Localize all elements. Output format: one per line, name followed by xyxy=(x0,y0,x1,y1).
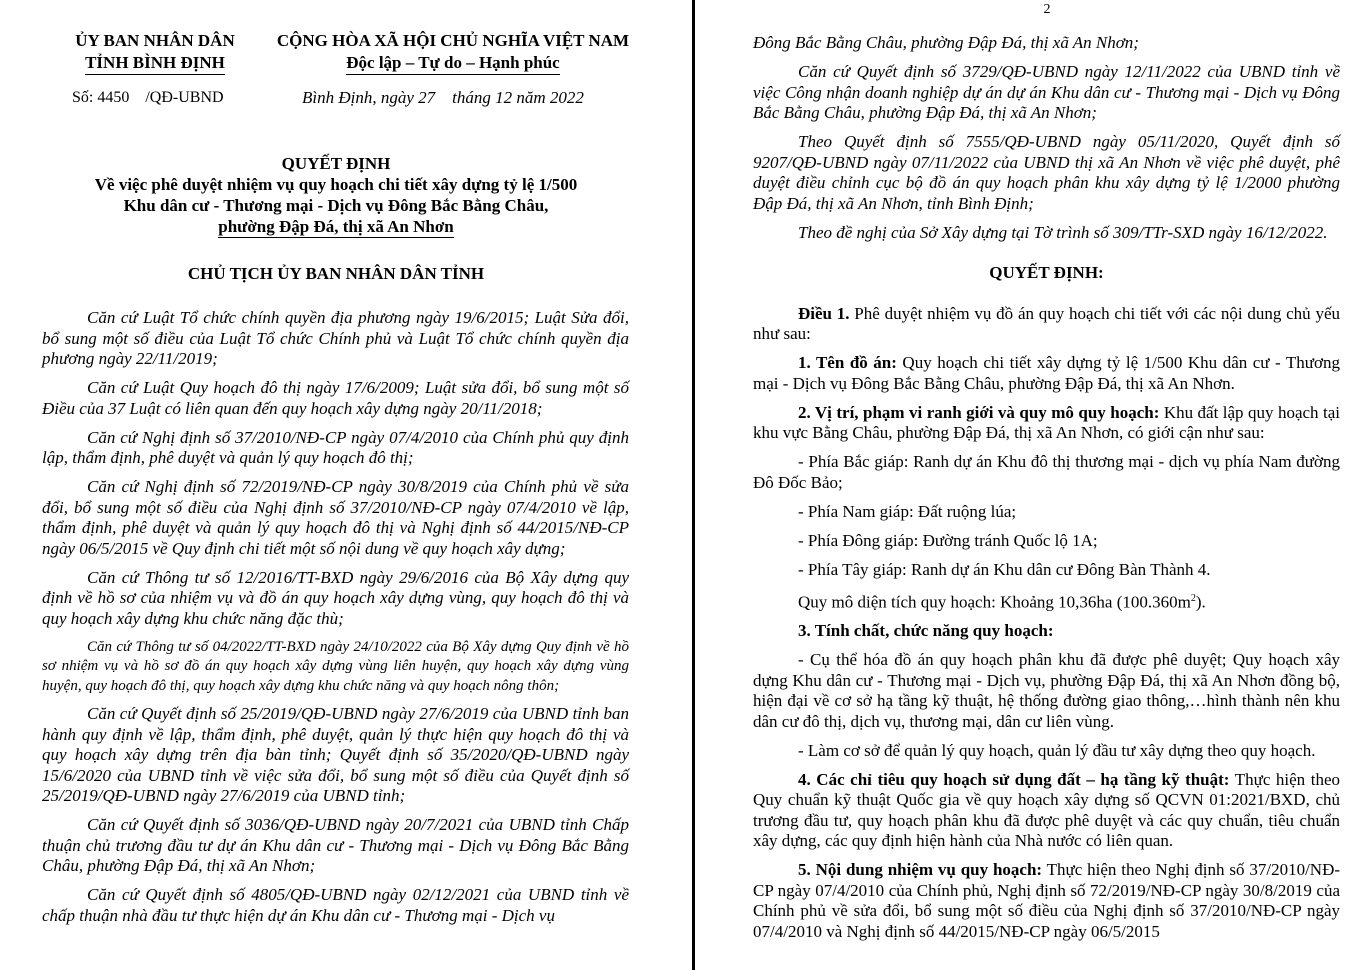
page-divider xyxy=(692,0,695,970)
section-3 xyxy=(753,621,1340,642)
section-5-label: 5. Nội dung nhiệm vụ quy hoạch: xyxy=(798,860,1043,880)
legal-basis-paragraph: Căn cứ Quyết định số 4805/QĐ-UBND ngày 02/12/2021 của UBND tỉnh về chấp thuận nhà đầu tư thực hiện dự án Khu dân cư - Thương mại - Dịch vụ xyxy=(42,885,629,925)
legal-basis-paragraph: Căn cứ Luật Tổ chức chính quyền địa phương ngày 19/6/2015; Luật Sửa đổi, bổ sung một số điều của Luật Tổ chức Chính phủ và Luật Tổ chức chính quyền địa phương ngày 22/11/2019; xyxy=(42,308,629,368)
legal-basis-continuation: Đông Bắc Bằng Châu, phường Đập Đá, thị xã An Nhơn; xyxy=(753,33,1139,52)
legal-basis-paragraph: Căn cứ Thông tư số 12/2016/TT-BXD ngày 29/6/2016 của Bộ Xây dựng quy định về hồ sơ của nhiệm vụ và đồ án quy hoạch xây dựng vùng, quy hoạch đô thị và quy hoạch xây dựng khu chức năng đặc thù; xyxy=(42,567,629,628)
right-page xyxy=(697,0,1362,970)
section-2-text: Khu đất lập quy hoạch tại khu vực Bằng Châu, phường Đập Đá, thị xã An Nhơn, có giới cận như sau: xyxy=(753,402,1340,442)
national-motto xyxy=(268,30,638,75)
section-3-label: 3. Tính chất, chức năng quy hoạch: xyxy=(798,621,1054,641)
article-1-label: Điều 1. xyxy=(798,303,850,323)
section-4 xyxy=(753,770,1340,852)
decision-heading: QUYẾT ĐỊNH: xyxy=(989,263,1104,282)
article-1-text: Phê duyệt nhiệm vụ đồ án quy hoạch chi tiết với các nội dung chủ yếu như sau: xyxy=(753,303,1341,343)
document-date: Bình Định, ngày 27 tháng 12 năm 2022 xyxy=(302,88,584,107)
legal-basis-paragraph: Căn cứ Nghị định số 37/2010/NĐ-CP ngày 07/4/2010 của Chính phủ quy định lập, thẩm định, phê duyệt và quản lý quy hoạch đô thị; xyxy=(42,427,629,467)
scale-superscript: 2 xyxy=(1190,592,1196,604)
section-3-item-a: - Cụ thể hóa đồ án quy hoạch phân khu đã được phê duyệt; Quy hoạch xây dựng Khu dân cư - Thương mại - Dịch vụ, phường Đập Đá, thị xã An Nhơn đồng bộ, hiện đại về cơ sở hạ tầng kỹ thuật, hệ thống đường giao thông,…hình thành nên khu dân cư đô thị, dịch vụ, thương mại, dân cư liên vùng. xyxy=(753,650,1340,731)
chairman-heading: CHỦ TỊCH ỦY BAN NHÂN DÂN TỈNH xyxy=(187,264,485,283)
boundary-north: - Phía Bắc giáp: Ranh dự án Khu đô thị thương mại - dịch vụ phía Nam đường Đô Đốc Bảo; xyxy=(753,452,1340,492)
legal-basis-paragraph: Theo Quyết định số 7555/QĐ-UBND ngày 05/11/2020, Quyết định số 9207/QĐ-UBND ngày 07/11/2022 của UBND thị xã An Nhơn về việc phê duyệt, phê duyệt điều chỉnh cục bộ đồ án quy hoạch phân khu xây dựng tỷ lệ 1/2000 phường Đập Đá, thị xã An Nhơn, tỉnh Bình Định; xyxy=(753,132,1340,213)
section-2-label: 2. Vị trí, phạm vi ranh giới và quy mô quy hoạch: xyxy=(798,402,1160,422)
decision-subtitle-1: Về việc phê duyệt nhiệm vụ quy hoạch chi tiết xây dựng tỷ lệ 1/500 xyxy=(94,175,578,194)
planning-scale xyxy=(753,589,1340,613)
legal-basis-paragraph: Theo đề nghị của Sở Xây dựng tại Tờ trình số 309/TTr-SXD ngày 16/12/2022. xyxy=(798,222,1328,242)
boundary-west: - Phía Tây giáp: Ranh dự án Khu dân cư Đông Bàn Thành 4. xyxy=(798,559,1211,579)
section-5-text: Thực hiện theo Nghị định số 37/2010/NĐ-CP ngày 07/4/2010 của Chính phủ, Nghị định số 72/2019/NĐ-CP ngày 30/8/2019 của Chính phủ về sửa đổi, bổ sung một số điều của Nghị định số 37/2010/NĐ-CP ngày 07/4/2010 và Nghị định số 44/2015/NĐ-CP ngày 06/5/2015 xyxy=(753,860,1341,941)
agency-line-1: ỦY BAN NHÂN DÂN xyxy=(75,31,235,50)
decision-subtitle-3: phường Đập Đá, thị xã An Nhơn xyxy=(218,217,454,236)
section-1-text: Quy hoạch chi tiết xây dựng tỷ lệ 1/500 Khu dân cư - Thương mại - Dịch vụ Đông Bắc Bằng Châu, phường Đập Đá, thị xã An Nhơn. xyxy=(753,353,1340,393)
boundary-south: - Phía Nam giáp: Đất ruộng lúa; xyxy=(798,501,1017,521)
right-page-body xyxy=(753,33,1340,951)
boundary-east: - Phía Đông giáp: Đường tránh Quốc lộ 1A; xyxy=(798,530,1098,550)
section-5 xyxy=(753,860,1340,942)
legal-basis-paragraph: Căn cứ Thông tư số 04/2022/TT-BXD ngày 24/10/2022 của Bộ Xây dựng Quy định về hồ sơ nhiệm vụ và hồ sơ đồ án quy hoạch xây dựng vùng liên huyện, quy hoạch xây dựng vùng huyện, quy hoạch đô thị, quy hoạch xây dựng khu chức năng và quy hoạch nông thôn; xyxy=(42,638,629,694)
decision-title-block xyxy=(40,153,632,238)
page-number: 2 xyxy=(1043,2,1051,17)
legal-basis-paragraph: Căn cứ Nghị định số 72/2019/NĐ-CP ngày 30/8/2019 của Chính phủ về sửa đổi, bổ sung một số điều của Nghị định số 37/2010/NĐ-CP ngày 07/4/2010 về lập, thẩm định, phê duyệt và quản lý quy hoạch đô thị và Nghị định số 44/2015/NĐ-CP ngày 06/5/2015 về Quy định chi tiết một số nội dung về quy hoạch xây dựng; xyxy=(42,477,629,558)
section-4-label: 4. Các chỉ tiêu quy hoạch sử dụng đất – hạ tầng kỹ thuật: xyxy=(798,769,1230,789)
section-1-label: 1. Tên đồ án: xyxy=(798,353,897,372)
section-2 xyxy=(753,403,1340,444)
document-number: Số: 4450 /QĐ-UBND xyxy=(72,89,224,106)
legal-basis-paragraph: Căn cứ Quyết định số 3729/QĐ-UBND ngày 12/11/2022 của UBND tỉnh về việc Công nhận doanh nghiệp dự án dự án Khu dân cư - Thương mại - Dịch vụ Đông Bắc Bằng Châu, phường Đập Đá, thị xã An Nhơn; xyxy=(753,62,1340,122)
section-4-text: Thực hiện theo Quy chuẩn kỹ thuật Quốc gia về quy hoạch xây dựng số QCVN 01:2021/BXD, chủ trương đầu tư, quy hoạch phân khu đã được phê duyệt và các quy chuẩn, tiêu chuẩn xây dựng, các quy định hiện hành của Nhà nước có liên quan. xyxy=(753,769,1341,851)
nation-line-2: Độc lập – Tự do – Hạnh phúc xyxy=(346,52,559,75)
issuing-agency xyxy=(40,30,270,75)
legal-basis-paragraph: Căn cứ Luật Quy hoạch đô thị ngày 17/6/2009; Luật sửa đổi, bổ sung một số Điều của 37 Luật có liên quan đến quy hoạch xây dựng ngày 20/11/2018; xyxy=(42,378,629,418)
article-1 xyxy=(753,304,1340,345)
scale-end: ). xyxy=(1195,592,1206,612)
section-1 xyxy=(753,353,1340,394)
decision-title: QUYẾT ĐỊNH xyxy=(281,154,391,173)
scale-text: Quy mô diện tích quy hoạch: Khoảng 10,36ha (100.360m xyxy=(798,592,1191,612)
decision-subtitle-2: Khu dân cư - Thương mại - Dịch vụ Đông Bắc Bằng Châu, xyxy=(123,196,549,215)
legal-basis xyxy=(42,308,629,935)
agency-line-2: TỈNH BÌNH ĐỊNH xyxy=(85,52,225,75)
legal-basis-paragraph: Căn cứ Quyết định số 25/2019/QĐ-UBND ngày 27/6/2019 của UBND tỉnh ban hành quy định về lập, thẩm định, phê duyệt, quản lý thực hiện quy hoạch đô thị và quy hoạch xây dựng trên địa bàn tỉnh; Quyết định số 35/2020/QĐ-UBND ngày 15/6/2020 của UBND tỉnh về việc sửa đổi, bổ sung một số điều của Quyết định số 25/2019/QĐ-UBND ngày 27/6/2019 của UBND tỉnh; xyxy=(42,704,629,805)
legal-basis-paragraph: Căn cứ Quyết định số 3036/QĐ-UBND ngày 20/7/2021 của UBND tỉnh Chấp thuận chủ trương đầu tư dự án Khu dân cư - Thương mại - Dịch vụ Đông Bắc Bằng Châu, phường Đập Đá, thị xã An Nhơn; xyxy=(42,815,629,875)
nation-line-1: CỘNG HÒA XÃ HỘI CHỦ NGHĨA VIỆT NAM xyxy=(276,31,630,50)
section-3-item-b: - Làm cơ sở để quản lý quy hoạch, quản lý đầu tư xây dựng theo quy hoạch. xyxy=(798,740,1316,760)
